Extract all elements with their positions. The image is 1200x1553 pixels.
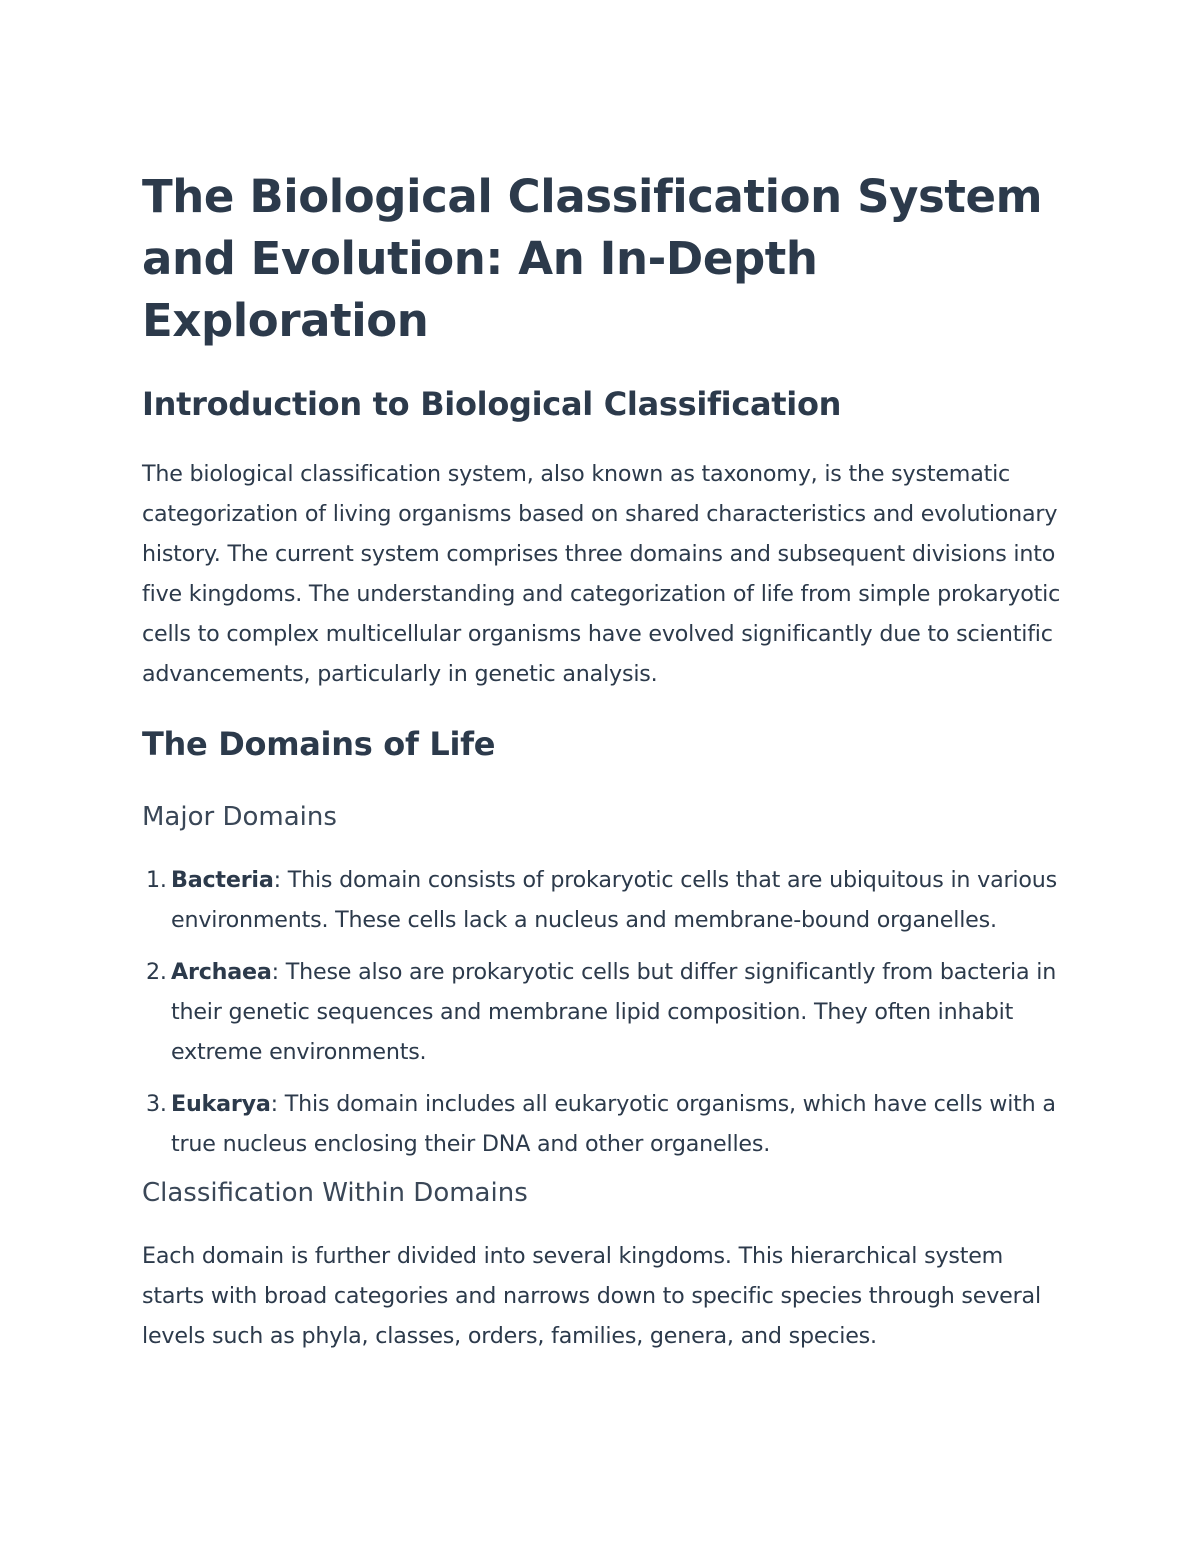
- list-item-number: 2.: [146, 959, 167, 985]
- list-item: [142, 952, 1067, 1072]
- list-item-term: Archaea: [171, 959, 272, 985]
- list-item-text: : This domain includes all eukaryotic organisms, which have cells with a true nucleus enclosing their DNA and other organelles.: [171, 1091, 1056, 1157]
- list-item-text: : These also are prokaryotic cells but differ significantly from bacteria in their genetic sequences and membrane lipid composition. They often inhabit extreme environments.: [171, 959, 1057, 1065]
- list-item-number: 3.: [146, 1091, 167, 1117]
- list-item: [142, 860, 1067, 940]
- document-page: [142, 166, 1067, 1356]
- classification-heading: Classification Within Domains: [142, 1178, 528, 1208]
- list-item-number: 1.: [146, 867, 167, 893]
- classification-paragraph: Each domain is further divided into several kingdoms. This hierarchical system starts with broad categories and narrows down to specific species through several levels such as phyla, classes, orders, families, genera, and species.: [142, 1243, 1041, 1349]
- list-item-text: : This domain consists of prokaryotic cells that are ubiquitous in various environments. These cells lack a nucleus and membrane-bound organelles.: [171, 867, 1057, 933]
- intro-paragraph: The biological classification system, also known as taxonomy, is the systematic categorization of living organisms based on shared characteristics and evolutionary history. The current system comprises three domains and subsequent divisions into five kingdoms. The understanding and categorization of life from simple prokaryotic cells to complex multicellular organisms have evolved significantly due to scientific advancements, particularly in genetic analysis.: [142, 461, 1061, 687]
- intro-heading: Introduction to Biological Classification: [142, 385, 842, 423]
- list-item-term: Bacteria: [171, 867, 274, 893]
- list-item-term: Eukarya: [171, 1091, 271, 1117]
- domains-heading: The Domains of Life: [142, 725, 496, 763]
- major-domains-list: [142, 860, 1067, 1164]
- major-domains-heading: Major Domains: [142, 802, 337, 832]
- list-item: [142, 1084, 1067, 1164]
- document-title: The Biological Classification System and Evolution: An In-Depth Exploration: [142, 170, 1043, 347]
